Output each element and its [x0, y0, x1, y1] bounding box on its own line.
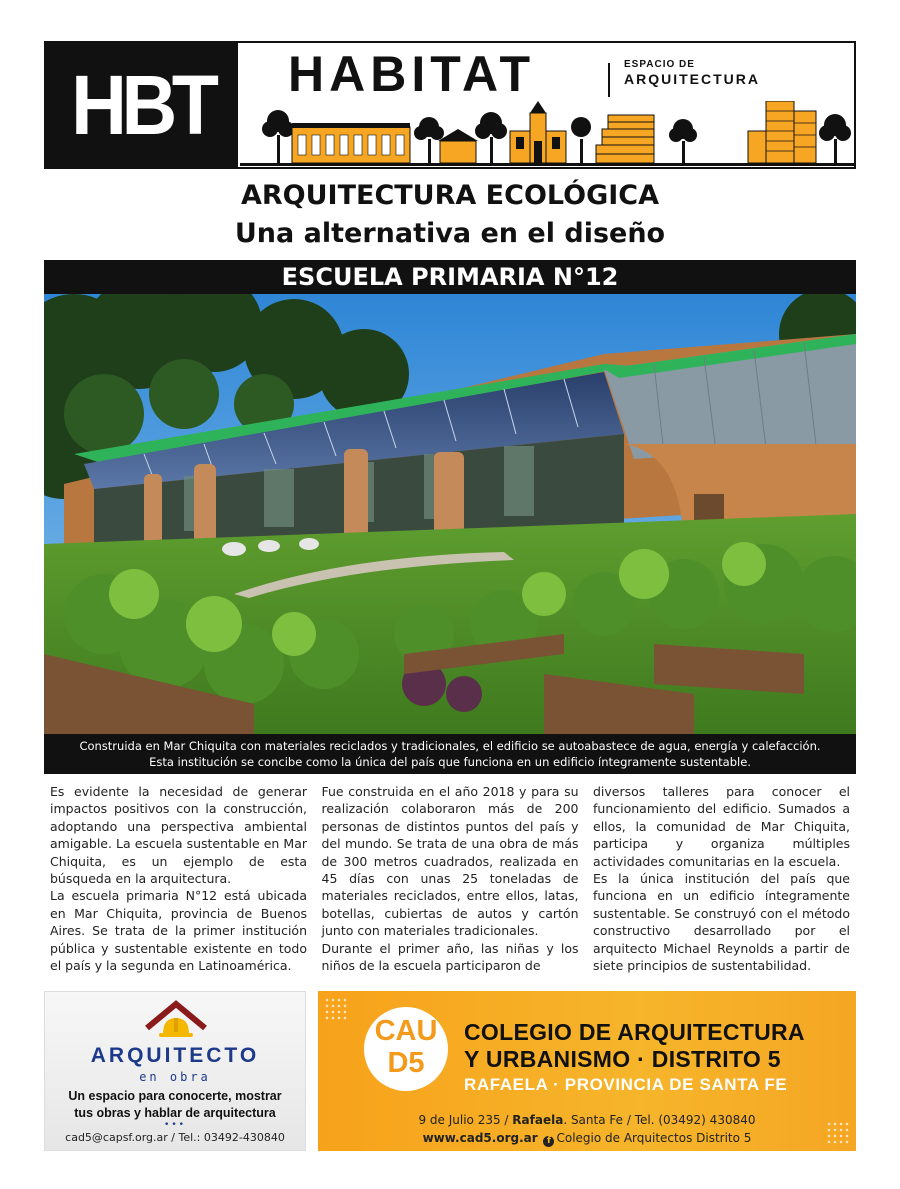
- church-icon: [510, 101, 566, 163]
- ad-arquitecto-tagline-line1: Un espacio para conocerte, mostrar: [68, 1089, 282, 1103]
- paragraph: Es evidente la necesidad de generar impactos positivos con la construcción, adoptando una perspectiva ambiental amigable. La escuela sustentable en Mar Chiquita, es un ejemplo de esta búsqueda en la arquitectura.: [50, 784, 307, 887]
- modern-building-icon: [596, 115, 654, 163]
- ad-arquitecto-title: ARQUITECTO: [90, 1044, 260, 1067]
- ad-arquitecto-subtitle: en obra: [139, 1070, 211, 1084]
- ad-arquitecto-dots: •••: [164, 1120, 186, 1130]
- brand-subtitle: [624, 59, 760, 87]
- cau-d5-logo: [364, 1007, 448, 1091]
- cau-logo-line1: CAU: [374, 1015, 438, 1047]
- photo-caption-line1: Construida en Mar Chiquita con materiales reciclados y tradicionales, el edificio se autoabastece de agua, energía y calefacción.: [79, 739, 821, 753]
- tree-icon: [475, 112, 507, 165]
- article-column-1: [50, 783, 307, 974]
- tree-icon: [571, 117, 591, 165]
- tree-icon: [669, 119, 697, 165]
- article-body: [50, 783, 850, 974]
- cau-address-rest: . Santa Fe / Tel. (03492) 430840: [563, 1113, 756, 1127]
- cau-address-street: 9 de Julio 235 /: [418, 1113, 513, 1127]
- cau-address-city: Rafaela: [512, 1113, 564, 1127]
- masthead: [44, 41, 856, 169]
- photo-caption: [44, 734, 856, 774]
- paragraph: Durante el primer año, las niñas y los niños de la escuela participaron de: [321, 940, 579, 974]
- cau-org-line3: RAFAELA · PROVINCIA DE SANTA FE: [464, 1075, 788, 1094]
- cau-address: [318, 1113, 856, 1127]
- facebook-icon: f: [543, 1136, 554, 1147]
- cau-d5-ad[interactable]: [318, 991, 856, 1151]
- cau-facebook-link[interactable]: Colegio de Arquitectos Distrito 5: [556, 1131, 752, 1145]
- house-helmet-icon: [143, 998, 209, 1044]
- cau-org-line1: COLEGIO DE ARQUITECTURA: [464, 1019, 805, 1045]
- ad-arquitecto-tagline-line2: tus obras y hablar de arquitectura: [74, 1106, 276, 1120]
- brand-divider: [608, 63, 610, 97]
- paragraph: Es la única institución del país que funciona en un edificio íntegramente sustentable. Se construyó con el método constructivo desarrollado por el arquitecto Michael Reynolds a partir de siete principios de sustentabilidad.: [593, 871, 850, 974]
- article-headline: ARQUITECTURA ECOLÓGICA: [240, 180, 660, 211]
- cau-org-line2: Y URBANISMO · DISTRITO 5: [464, 1046, 781, 1072]
- paragraph: Fue construida en el año 2018 y para su realización colaboraron más de 200 personas de distintos puntos del país y del mundo. Se trata de una obra de más de 300 metros cuadrados, realizada en 45 días con unas 25 toneladas de materiales reciclados, entre ellos, latas, botellas, cubiertas de autos y cartón junto con materiales tradicionales.: [321, 784, 579, 939]
- cau-website-link[interactable]: www.cad5.org.ar: [422, 1131, 538, 1145]
- brand-title: HABITAT: [288, 46, 535, 102]
- brand-subtitle-line1: ESPACIO DE: [624, 59, 695, 70]
- paragraph: diversos talleres para conocer el funcionamiento del edificio. Sumados a ellos, la comunidad de Mar Chiquita, participa y organiza múltiples actividades comunitarias en la escuela.: [593, 784, 850, 869]
- hbt-logo: [46, 43, 238, 167]
- ad-arquitecto-tagline: [45, 1088, 305, 1122]
- tower-building-icon: [748, 101, 816, 163]
- photo-caption-line2: Esta institución se concibe como la única del país que funciona en un edificio íntegramente sustentable.: [149, 755, 751, 769]
- decorative-dot-grid: [324, 997, 348, 1021]
- brand-subtitle-line2: ARQUITECTURA: [624, 70, 760, 87]
- article-column-2: [322, 783, 579, 974]
- cau-logo-line2: D5: [387, 1047, 425, 1079]
- school-photo: [44, 294, 856, 734]
- tree-icon: [262, 110, 294, 165]
- school-photo-illustration: [44, 294, 856, 734]
- section-title-bar: ESCUELA PRIMARIA N°12: [44, 260, 856, 294]
- arquitecto-en-obra-ad[interactable]: [44, 991, 306, 1151]
- ad-arquitecto-contact[interactable]: cad5@capsf.org.ar / Tel.: 03492-430840: [65, 1131, 285, 1144]
- paragraph: La escuela primaria N°12 está ubicada en Mar Chiquita, provincia de Buenos Aires. Se trata de la primer institución pública y sustentable existente en todo el país y la segunda en Latinoamérica.: [50, 888, 307, 974]
- tree-icon: [819, 114, 851, 165]
- cau-web-line: [318, 1131, 856, 1147]
- article-subheadline: Una alternativa en el diseño: [234, 218, 666, 249]
- city-skyline-illustration: [240, 101, 856, 167]
- article-column-3: [593, 783, 850, 974]
- hbt-logo-text: HBT: [70, 58, 214, 152]
